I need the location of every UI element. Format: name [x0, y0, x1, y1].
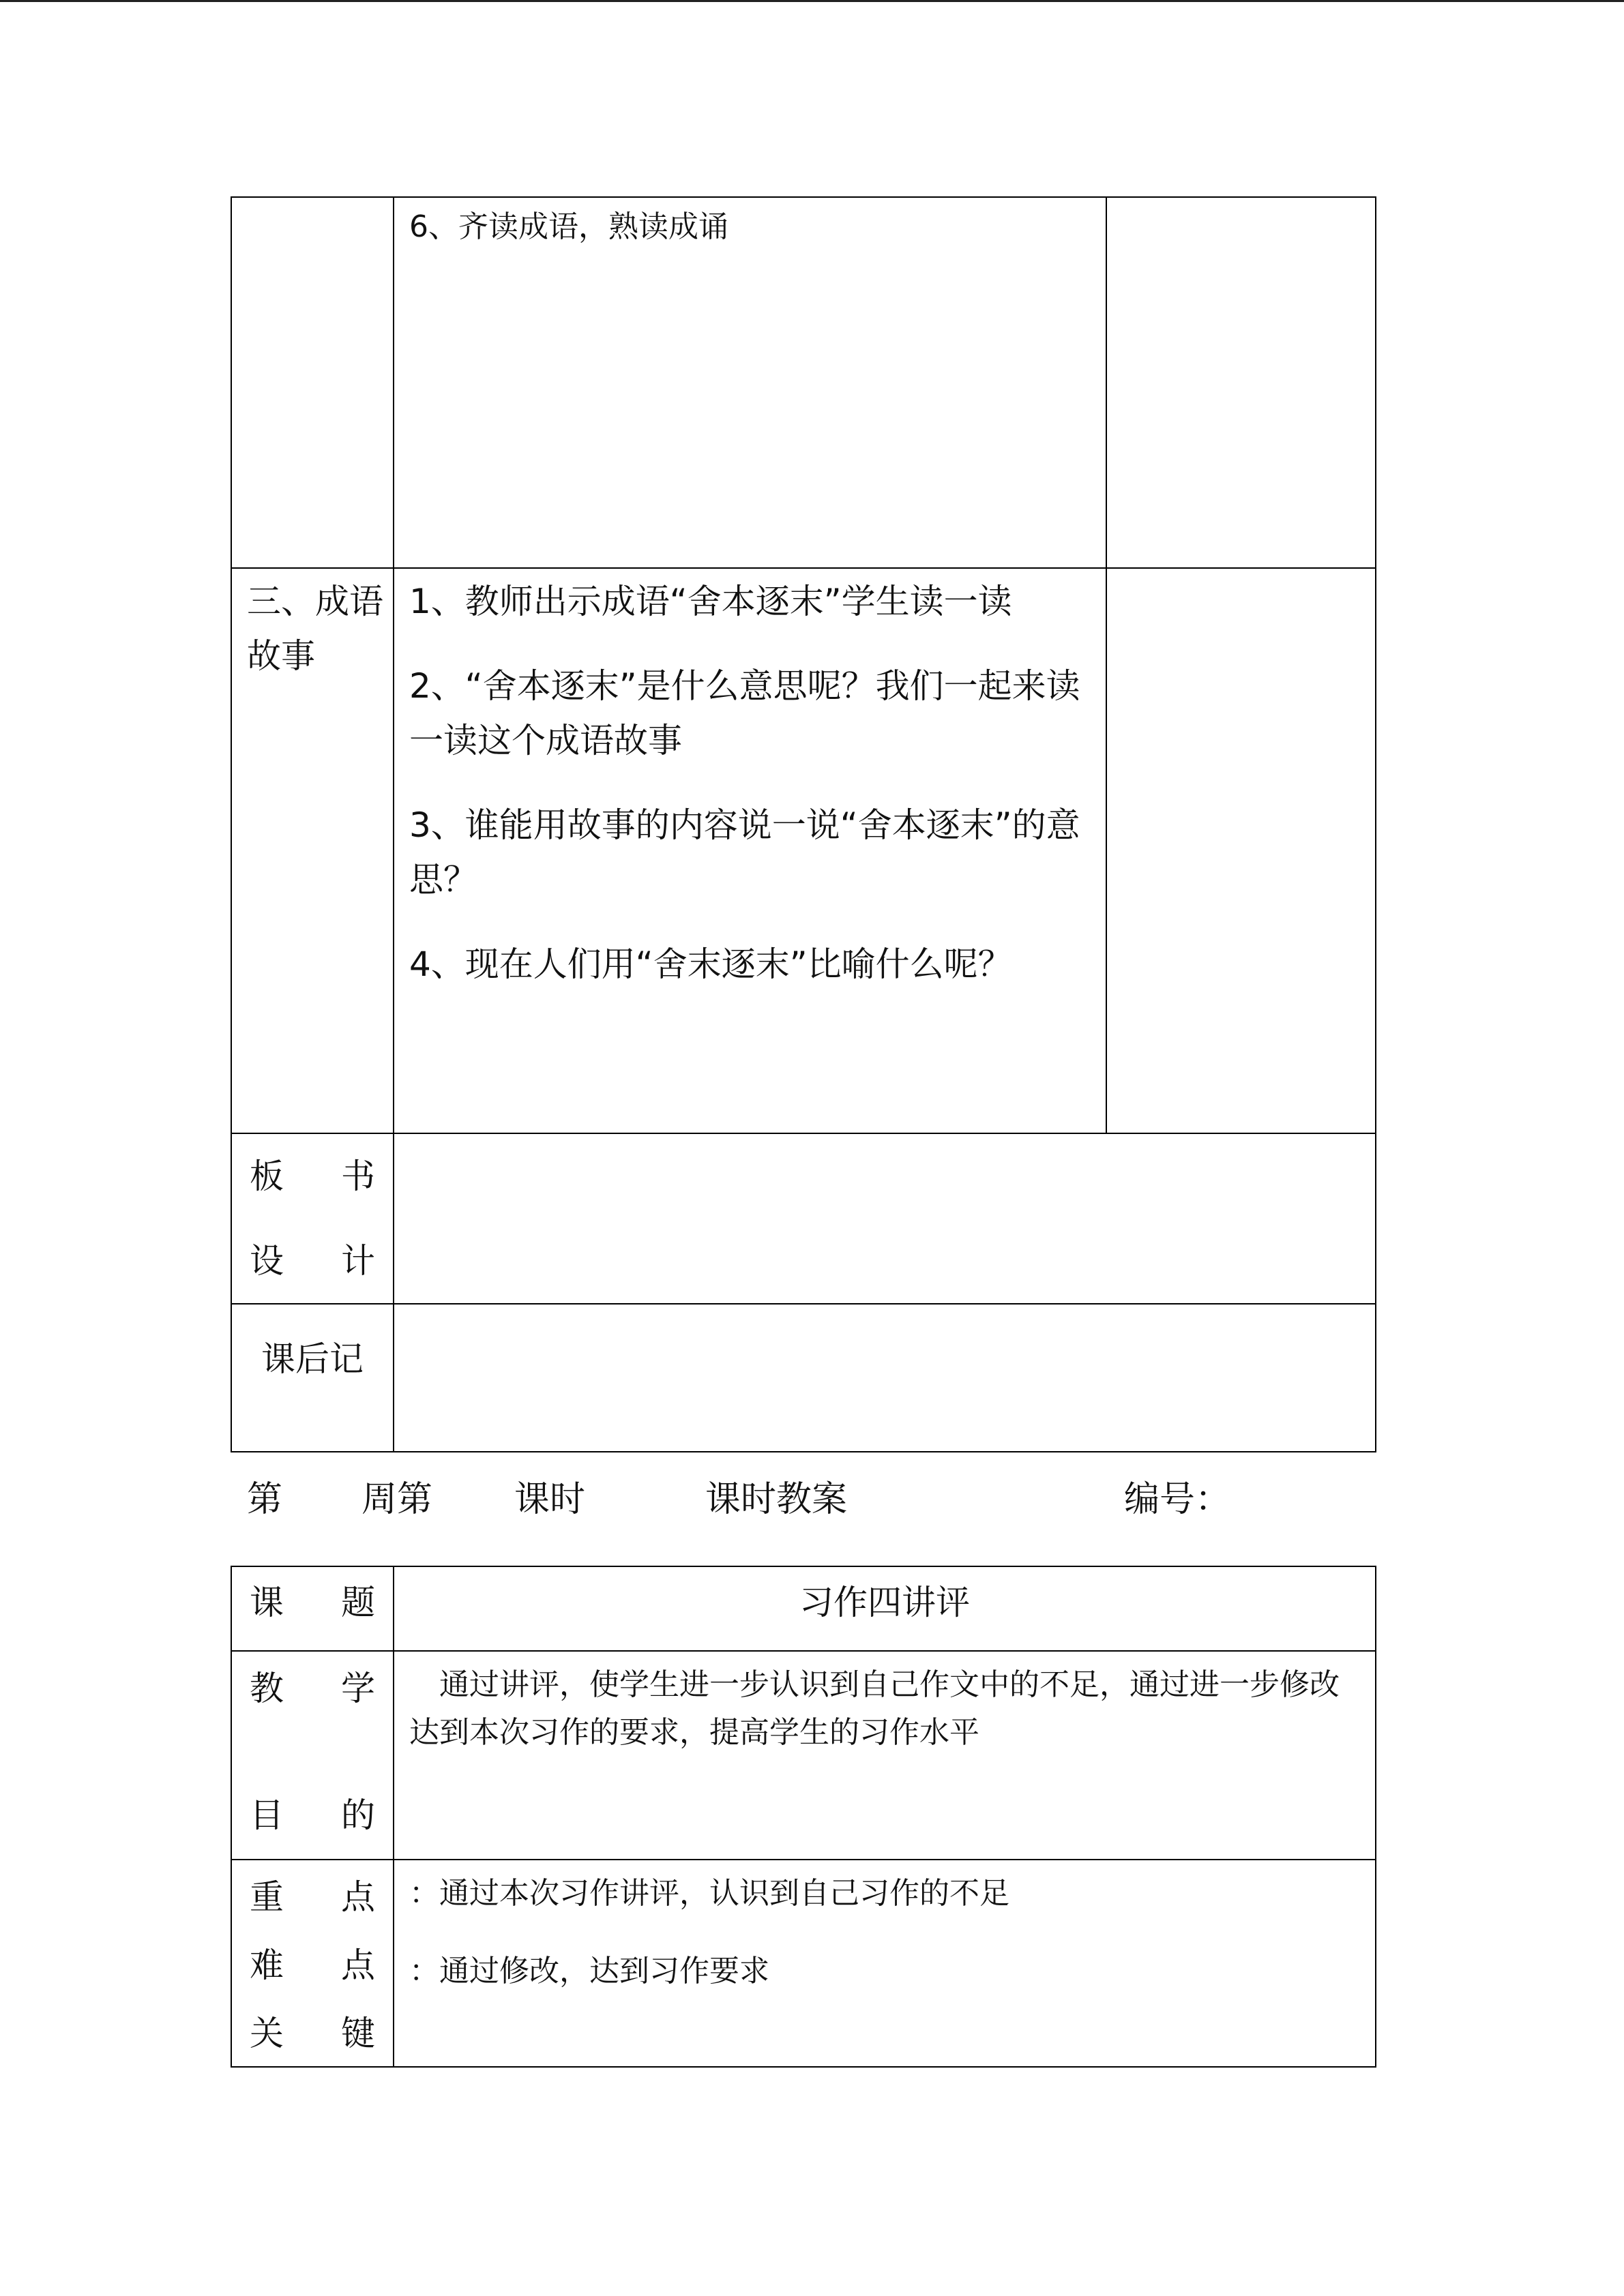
table-row [231, 1566, 1376, 1651]
board-design-label-line2: 设 计 [250, 1241, 375, 1281]
label-cell [231, 197, 394, 568]
board-design-label-line1: 板 书 [250, 1157, 375, 1196]
header-period: 课时 [514, 1479, 586, 1520]
table-row [231, 1133, 1376, 1304]
table-row [231, 197, 1376, 568]
section-label: 三、成语故事 [247, 582, 383, 676]
notes-cell [1106, 568, 1376, 1133]
key-point-text: ：通过本次习作讲评，认识到自己习作的不足 [409, 1876, 1009, 1911]
header-week-period: 周第 [361, 1479, 433, 1520]
after-class-notes-label: 课后记 [261, 1339, 364, 1379]
board-design-cell [394, 1133, 1376, 1304]
label-cell [231, 1860, 394, 2067]
label-cell [231, 1304, 394, 1452]
table-row [231, 568, 1376, 1133]
table-row [231, 1651, 1376, 1860]
difficulty-text: ：通过修改，达到习作要求 [409, 1954, 769, 1988]
header-plan-title: 课时教案 [705, 1479, 848, 1520]
key-points-cell [394, 1860, 1376, 2067]
table-row [231, 1304, 1376, 1452]
label-cell [231, 1133, 394, 1304]
header-number-label: 编号： [1124, 1479, 1231, 1520]
teaching-goal-label-line2: 目 的 [250, 1795, 375, 1835]
key-label: 关 键 [250, 2014, 375, 2053]
topic-value: 习作四讲评 [799, 1583, 970, 1622]
after-class-notes-cell [394, 1304, 1376, 1452]
content-cell [394, 568, 1106, 1133]
teaching-goal-cell [394, 1651, 1376, 1860]
story-step-1: 1、教师出示成语“舍本逐末”学生读一读 [409, 582, 1012, 621]
page-top-border [0, 0, 1624, 2]
teaching-goal-label-line1: 教 学 [250, 1669, 375, 1708]
step-6-text: 6、齐读成语，熟读成诵 [409, 209, 728, 244]
label-cell [231, 1566, 394, 1651]
story-step-2: 2、“舍本逐末”是什么意思呢？我们一起来读一读这个成语故事 [409, 666, 1080, 760]
label-cell [231, 568, 394, 1133]
notes-cell [1106, 197, 1376, 568]
content-cell [394, 197, 1106, 568]
key-point-label: 重 点 [250, 1877, 375, 1917]
label-cell [231, 1651, 394, 1860]
topic-cell [394, 1566, 1376, 1651]
lesson-header [0, 1470, 1624, 1525]
lesson-plan-table-1 [231, 196, 1376, 1452]
header-week-prefix: 第 [247, 1479, 283, 1520]
teaching-goal-text: 通过讲评，使学生进一步认识到自己作文中的不足，通过进一步修改达到本次习作的要求，提高学生的习作水平 [409, 1667, 1340, 1750]
story-step-4: 4、现在人们用“舍末逐末”比喻什么呢？ [409, 944, 1012, 984]
lesson-plan-table-2 [231, 1566, 1376, 2068]
table-row [231, 1860, 1376, 2067]
topic-label: 课 题 [250, 1583, 375, 1622]
story-step-3: 3、谁能用故事的内容说一说“舍本逐末”的意思？ [409, 805, 1080, 899]
difficulty-label: 难 点 [250, 1945, 375, 1985]
